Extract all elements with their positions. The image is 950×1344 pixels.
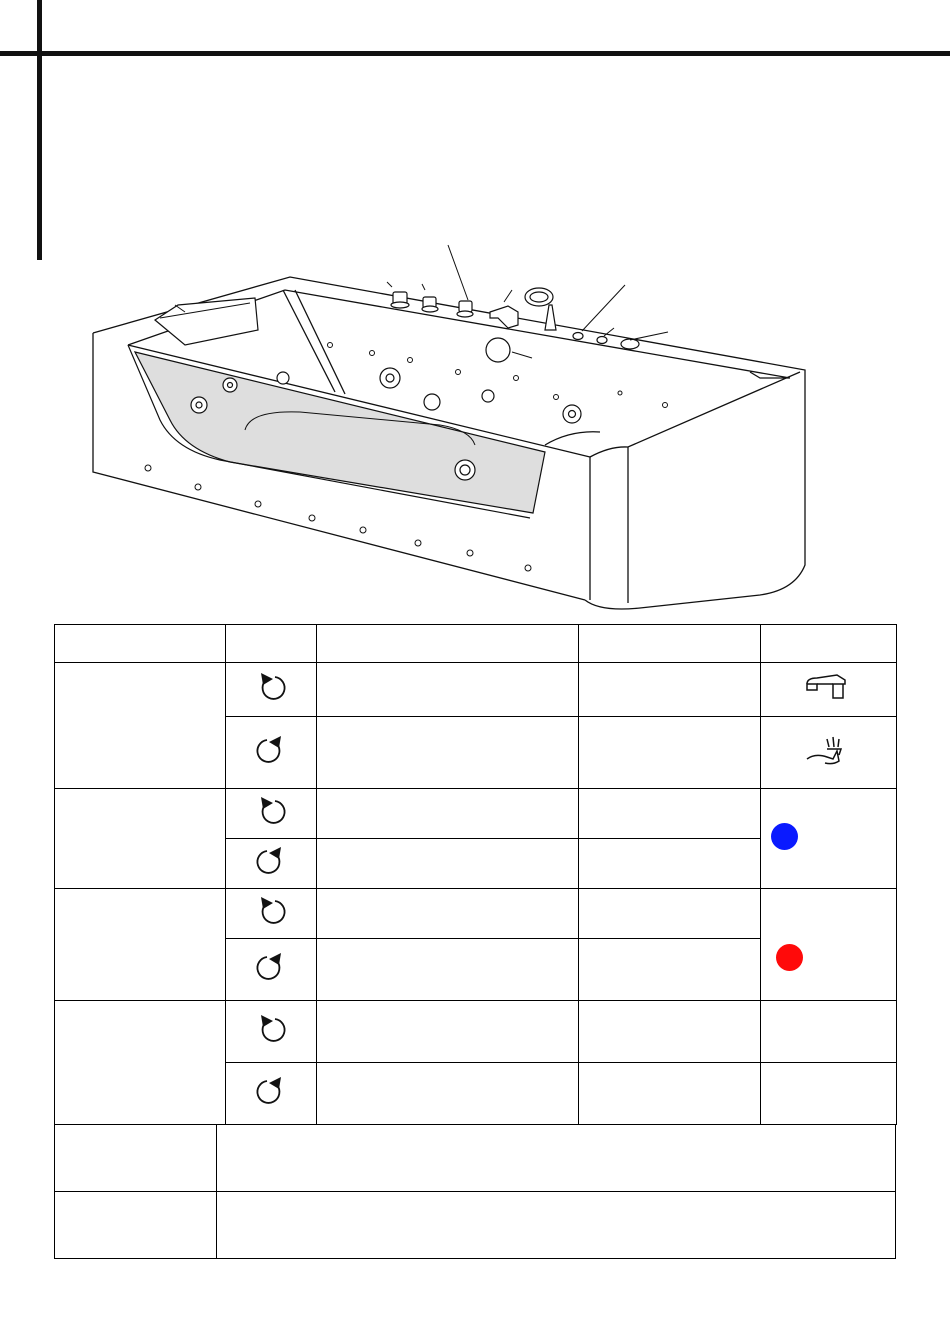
rotate-clockwise-icon: [251, 949, 291, 985]
description-cell: [579, 939, 761, 1001]
note-label-cell: [55, 1125, 217, 1192]
notes-table: [54, 1124, 896, 1259]
indicator-cell: [761, 717, 897, 789]
rotate-clockwise-icon: [251, 843, 291, 879]
control-name-cell: [55, 1001, 226, 1125]
rotate-counterclockwise-icon: [251, 1011, 291, 1047]
note-text-cell: [217, 1125, 896, 1192]
cold-water-indicator-icon: [771, 823, 798, 850]
controls-table: [54, 624, 897, 1125]
description-cell: [579, 889, 761, 939]
rotation-cell: [226, 889, 317, 939]
indicator-cell: [761, 1063, 897, 1125]
table-row: [55, 1192, 896, 1259]
headrest: [155, 298, 258, 345]
table-row: [55, 1001, 897, 1063]
vertical-rule: [37, 0, 42, 260]
table-row: [55, 789, 897, 839]
rotation-cell: [226, 839, 317, 889]
control-name-cell: [55, 889, 226, 1001]
table-row: [55, 663, 897, 717]
function-cell: [317, 1001, 579, 1063]
function-cell: [317, 1063, 579, 1125]
control-name-cell: [55, 663, 226, 789]
function-cell: [317, 939, 579, 1001]
function-cell: [317, 663, 579, 717]
horizontal-rule: [0, 51, 950, 56]
bathtub-illustration: [85, 235, 810, 615]
rotation-cell: [226, 717, 317, 789]
indicator-cell: [761, 663, 897, 717]
rotate-counterclockwise-icon: [251, 793, 291, 829]
indicator-cell: [761, 789, 897, 889]
description-cell: [579, 1001, 761, 1063]
indicator-cell: [761, 889, 897, 1001]
function-cell: [317, 889, 579, 939]
rotation-cell: [226, 939, 317, 1001]
rotation-cell: [226, 663, 317, 717]
header-cell: [317, 625, 579, 663]
rotate-counterclockwise-icon: [251, 893, 291, 929]
rotate-clockwise-icon: [251, 1073, 291, 1109]
hot-water-indicator-icon: [776, 944, 803, 971]
control-name-cell: [55, 789, 226, 889]
description-cell: [579, 839, 761, 889]
description-cell: [579, 789, 761, 839]
rotation-cell: [226, 789, 317, 839]
header-cell: [579, 625, 761, 663]
indicator-cell: [761, 1001, 897, 1063]
function-cell: [317, 789, 579, 839]
function-cell: [317, 717, 579, 789]
rotate-counterclockwise-icon: [251, 669, 291, 705]
header-cell: [55, 625, 226, 663]
bath-spout-icon: [803, 672, 855, 702]
description-cell: [579, 663, 761, 717]
description-cell: [579, 717, 761, 789]
note-text-cell: [217, 1192, 896, 1259]
rotation-cell: [226, 1063, 317, 1125]
note-label-cell: [55, 1192, 217, 1259]
header-cell: [761, 625, 897, 663]
header-row: [55, 625, 897, 663]
rotate-clockwise-icon: [251, 732, 291, 768]
rotation-cell: [226, 1001, 317, 1063]
description-cell: [579, 1063, 761, 1125]
function-cell: [317, 839, 579, 889]
table-row: [55, 889, 897, 939]
table-row: [55, 1125, 896, 1192]
header-cell: [226, 625, 317, 663]
hand-shower-icon: [803, 733, 855, 767]
